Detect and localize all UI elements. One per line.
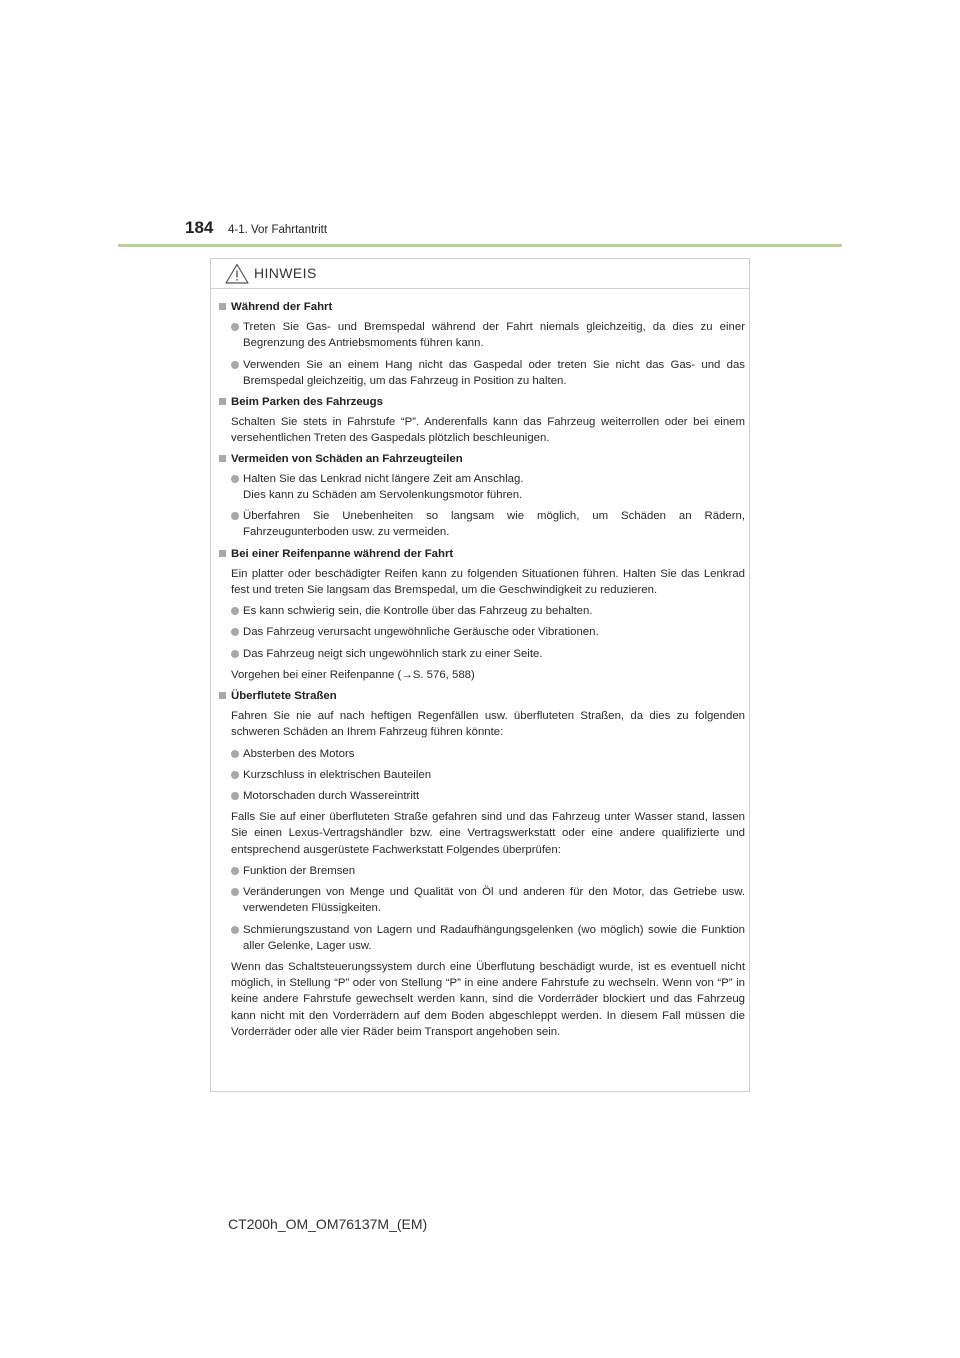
bullet-dot-icon <box>231 361 239 369</box>
list-item: Halten Sie das Lenkrad nicht längere Zeit am Anschlag. Dies kann zu Schäden am Servolenkungsmotor führen. <box>219 471 745 503</box>
bullet-dot-icon <box>231 888 239 896</box>
header-rule <box>118 244 842 247</box>
bullet-dot-icon <box>231 792 239 800</box>
bullet-dot-icon <box>231 771 239 779</box>
notice-box <box>210 258 750 1092</box>
notice-title: HINWEIS <box>254 265 317 281</box>
paragraph: Falls Sie auf einer überfluteten Straße gefahren sind und das Fahrzeug unter Wasser stand, lassen Sie einen Lexus-Vertragshändler bzw. eine Vertragswerkstatt oder eine andere qualifizierte und entsprechend ausgerüstete Fachwerkstatt Folgendes überprüfen: <box>231 811 745 856</box>
bullet-dot-icon <box>231 475 239 483</box>
paragraph: Ein platter oder beschädigter Reifen kann zu folgenden Situationen führen. Halten Sie das Lenkrad fest und treten Sie langsam das Bremspedal, um die Geschwindigkeit zu reduzieren. <box>231 567 745 597</box>
heading-driving: Während der Fahrt <box>219 299 745 315</box>
heading-flat-tire: Bei einer Reifenpanne während der Fahrt <box>219 546 745 562</box>
list-item: Veränderungen von Menge und Qualität von Öl und anderen für den Motor, das Getriebe usw. verwendeten Flüssigkeiten. <box>219 884 745 916</box>
document-code: CT200h_OM_OM76137M_(EM) <box>228 1216 428 1232</box>
bullet-dot-icon <box>231 650 239 658</box>
paragraph: Fahren Sie nie auf nach heftigen Regenfällen usw. überfluteten Straßen, da dies zu folgenden schweren Schäden an Ihrem Fahrzeug führen könnte: <box>231 710 745 739</box>
list-item: Das Fahrzeug verursacht ungewöhnliche Geräusche oder Vibrationen. <box>219 624 745 640</box>
notice-content <box>219 299 745 1044</box>
bullet-dot-icon <box>231 750 239 758</box>
bullet-dot-icon <box>231 512 239 520</box>
heading-parking: Beim Parken des Fahrzeugs <box>219 394 745 410</box>
list-item: Absterben des Motors <box>219 746 745 762</box>
page-reference: Vorgehen bei einer Reifenpanne (→S. 576, 588) <box>231 668 475 681</box>
page-number: 184 <box>185 218 214 237</box>
bullet-dot-icon <box>231 867 239 875</box>
list-item: Treten Sie Gas- und Bremspedal während der Fahrt niemals gleichzeitig, da dies zu einer Begrenzung des Antriebsmoments führen kann. <box>219 319 745 351</box>
list-item: Schmierungszustand von Lagern und Radaufhängungsgelenken (wo möglich) sowie die Funktion aller Gelenke, Lager usw. <box>219 922 745 954</box>
notice-header <box>211 259 749 289</box>
bullet-dot-icon <box>231 628 239 636</box>
list-item: Verwenden Sie an einem Hang nicht das Gaspedal oder treten Sie nicht das Gas- und das Bremspedal gleichzeitig, um das Fahrzeug in Position zu halten. <box>219 357 745 389</box>
list-item: Es kann schwierig sein, die Kontrolle über das Fahrzeug zu behalten. <box>219 603 745 619</box>
paragraph: Wenn das Schaltsteuerungssystem durch eine Überflutung beschädigt wurde, ist es eventuell nicht möglich, in Stellung “P” oder von Stellung “P” in eine andere Fahrstufe zu wechseln. Wenn von “P” in keine andere Fahrstufe gewechselt werden kann, sind die Vorderräder blockiert und das Fahrzeug kann nicht mit den Vorderrädern auf dem Boden abgeschleppt werden. In diesem Fall müssen die Vorderräder oder alle vier Räder beim Transport angehoben sein. <box>231 960 745 1038</box>
list-item: Überfahren Sie Unebenheiten so langsam wie möglich, um Schäden an Rädern, Fahrzeugunterboden usw. zu vermeiden. <box>219 508 745 540</box>
heading-avoid-damage: Vermeiden von Schäden an Fahrzeugteilen <box>219 451 745 467</box>
bullet-dot-icon <box>231 607 239 615</box>
bullet-dot-icon <box>231 323 239 331</box>
paragraph: Schalten Sie stets in Fahrstufe “P”. Anderenfalls kann das Fahrzeug weiterrollen oder bei einem versehentlichen Treten des Gaspedals plötzlich beschleunigen. <box>231 416 745 445</box>
section-title: 4-1. Vor Fahrtantritt <box>228 224 328 236</box>
bullet-dot-icon <box>231 926 239 934</box>
list-item: Das Fahrzeug neigt sich ungewöhnlich stark zu einer Seite. <box>219 646 745 662</box>
list-item: Motorschaden durch Wassereintritt <box>219 788 745 804</box>
list-item: Kurzschluss in elektrischen Bauteilen <box>219 767 745 783</box>
list-item: Funktion der Bremsen <box>219 863 745 879</box>
warning-triangle-icon <box>225 263 249 284</box>
heading-flooded-roads: Überflutete Straßen <box>219 688 745 704</box>
